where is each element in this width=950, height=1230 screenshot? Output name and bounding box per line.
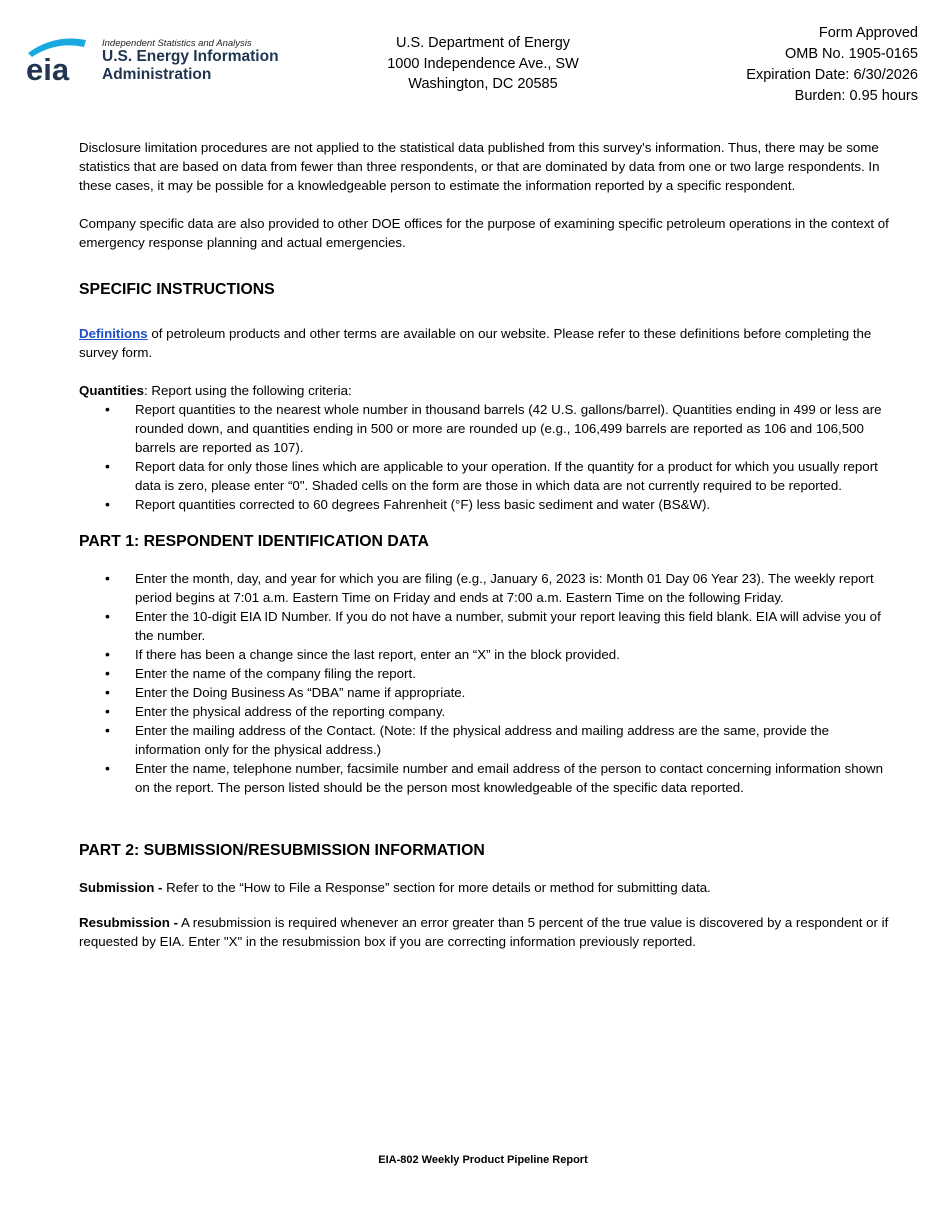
approval-omb-number: OMB No. 1905-0165 (785, 46, 918, 62)
department-address (330, 33, 636, 95)
list-item-text: Enter the physical address of the reporting company. (135, 704, 446, 719)
list-item (79, 759, 891, 797)
logo-tagline: Independent Statistics and Analysis (102, 38, 252, 49)
form-approval-block (746, 23, 918, 107)
bullet-icon: • (105, 646, 110, 662)
list-item (79, 664, 891, 683)
list-item-text: Report quantities to the nearest whole number in thousand barrels (42 U.S. gallons/barrel). Quantities ending in 499 or less are rounded down, and quantities ending in 500 or more are rounded up (e.g., 106,499 barrels are reported as 106 and 106,500 barrels are reported as 107). (135, 402, 882, 455)
list-item (79, 495, 891, 514)
instructions-body (79, 138, 891, 951)
part2-heading: PART 2: SUBMISSION/RESUBMISSION INFORMATION (79, 842, 485, 859)
list-item-text: Enter the month, day, and year for which you are filing (e.g., January 6, 2023 is: Month 01 Day 06 Year 23). The weekly report period begins at 7:01 a.m. Eastern Time on Friday and ends at 7:00 a.m. Eastern Time on the following Friday. (135, 571, 874, 605)
approval-expiration: Expiration Date: 6/30/2026 (746, 67, 918, 83)
department-line3: Washington, DC 20585 (408, 76, 558, 92)
bullet-icon: • (105, 570, 110, 586)
part1-list (79, 569, 891, 797)
quantities-paragraph (79, 381, 891, 400)
quantities-list (79, 400, 891, 514)
bullet-icon: • (105, 722, 110, 738)
logo-mark: eia (26, 52, 70, 86)
part1-heading: PART 1: RESPONDENT IDENTIFICATION DATA (79, 533, 429, 550)
bullet-icon: • (105, 684, 110, 700)
department-line1: U.S. Department of Energy (395, 35, 571, 51)
approval-burden: Burden: 0.95 hours (794, 88, 918, 104)
list-item (79, 569, 891, 607)
submission-paragraph (79, 878, 891, 897)
list-item-text: Enter the Doing Business As “DBA” name if appropriate. (135, 685, 466, 700)
page-footer-title: EIA-802 Weekly Product Pipeline Report (378, 1154, 588, 1166)
resubmission-label: Resubmission - (79, 915, 179, 930)
logo-name-line1: U.S. Energy Information (102, 48, 279, 65)
list-item-text: Enter the 10-digit EIA ID Number. If you do not have a number, submit your report leaving this field blank. EIA will advise you of the number. (135, 609, 881, 643)
disclosure-paragraph: Disclosure limitation procedures are not applied to the statistical data published from this survey's information. Thus, there may be some statistics that are based on data from fewer than three respondents, or that are dominated by data from one or two large respondents. In these cases, it may be possible for a knowledgeable person to estimate the information reported by a specific respondent. (79, 140, 880, 193)
list-item-text: Enter the mailing address of the Contact. (Note: If the physical address and mailing address are the same, provide the information only for the physical address.) (135, 723, 830, 757)
bullet-icon: • (105, 760, 110, 776)
specific-instructions-heading: SPECIFIC INSTRUCTIONS (79, 281, 275, 298)
logo-name-line2: Administration (102, 66, 212, 83)
bullet-icon: • (105, 665, 110, 681)
bullet-icon: • (105, 703, 110, 719)
resubmission-paragraph (79, 913, 891, 951)
bullet-icon: • (105, 458, 110, 474)
definitions-paragraph (79, 324, 891, 362)
list-item-text: Enter the name, telephone number, facsimile number and email address of the person to contact concerning information shown on the report. The person listed should be the person most knowledgeable of the specific data reported. (135, 761, 884, 795)
list-item-text: Enter the name of the company filing the report. (135, 666, 416, 681)
list-item (79, 702, 891, 721)
quantities-label: Quantities (79, 383, 145, 398)
definitions-link[interactable]: Definitions (79, 326, 148, 341)
company-data-paragraph: Company specific data are also provided to other DOE offices for the purpose of examining specific petroleum operations in the context of emergency response planning and actual emergencies. (79, 216, 889, 250)
list-item (79, 645, 891, 664)
approval-line1: Form Approved (818, 25, 918, 41)
list-item-text: Report data for only those lines which are applicable to your operation. If the quantity for a product for which you usually report data is zero, please enter “0". Shaded cells on the form are those in which data are not currently required to be reported. (135, 459, 878, 493)
definitions-text: of petroleum products and other terms are available on our website. Please refer to these definitions before completing the survey form. (79, 326, 872, 360)
list-item (79, 400, 891, 457)
quantities-intro: : Report using the following criteria: (144, 383, 352, 398)
submission-text: Refer to the “How to File a Response” section for more details or method for submitting data. (162, 880, 711, 895)
resubmission-text: A resubmission is required whenever an error greater than 5 percent of the true value is discovered by a respondent or if requested by EIA. Enter "X" in the resubmission box if you are correcting information previously reported. (79, 915, 889, 949)
bullet-icon: • (105, 496, 110, 512)
list-item-text: Report quantities corrected to 60 degrees Fahrenheit (°F) less basic sediment and water (BS&W). (135, 497, 711, 512)
eia-logo-icon (24, 36, 96, 86)
bullet-icon: • (105, 608, 110, 624)
list-item (79, 607, 891, 645)
submission-label: Submission - (79, 880, 163, 895)
list-item (79, 457, 891, 495)
list-item (79, 721, 891, 759)
department-line2: 1000 Independence Ave., SW (387, 55, 579, 72)
list-item (79, 683, 891, 702)
eia-logo (24, 36, 294, 92)
bullet-icon: • (105, 401, 110, 417)
list-item-text: If there has been a change since the last report, enter an “X” in the block provided. (135, 647, 620, 662)
